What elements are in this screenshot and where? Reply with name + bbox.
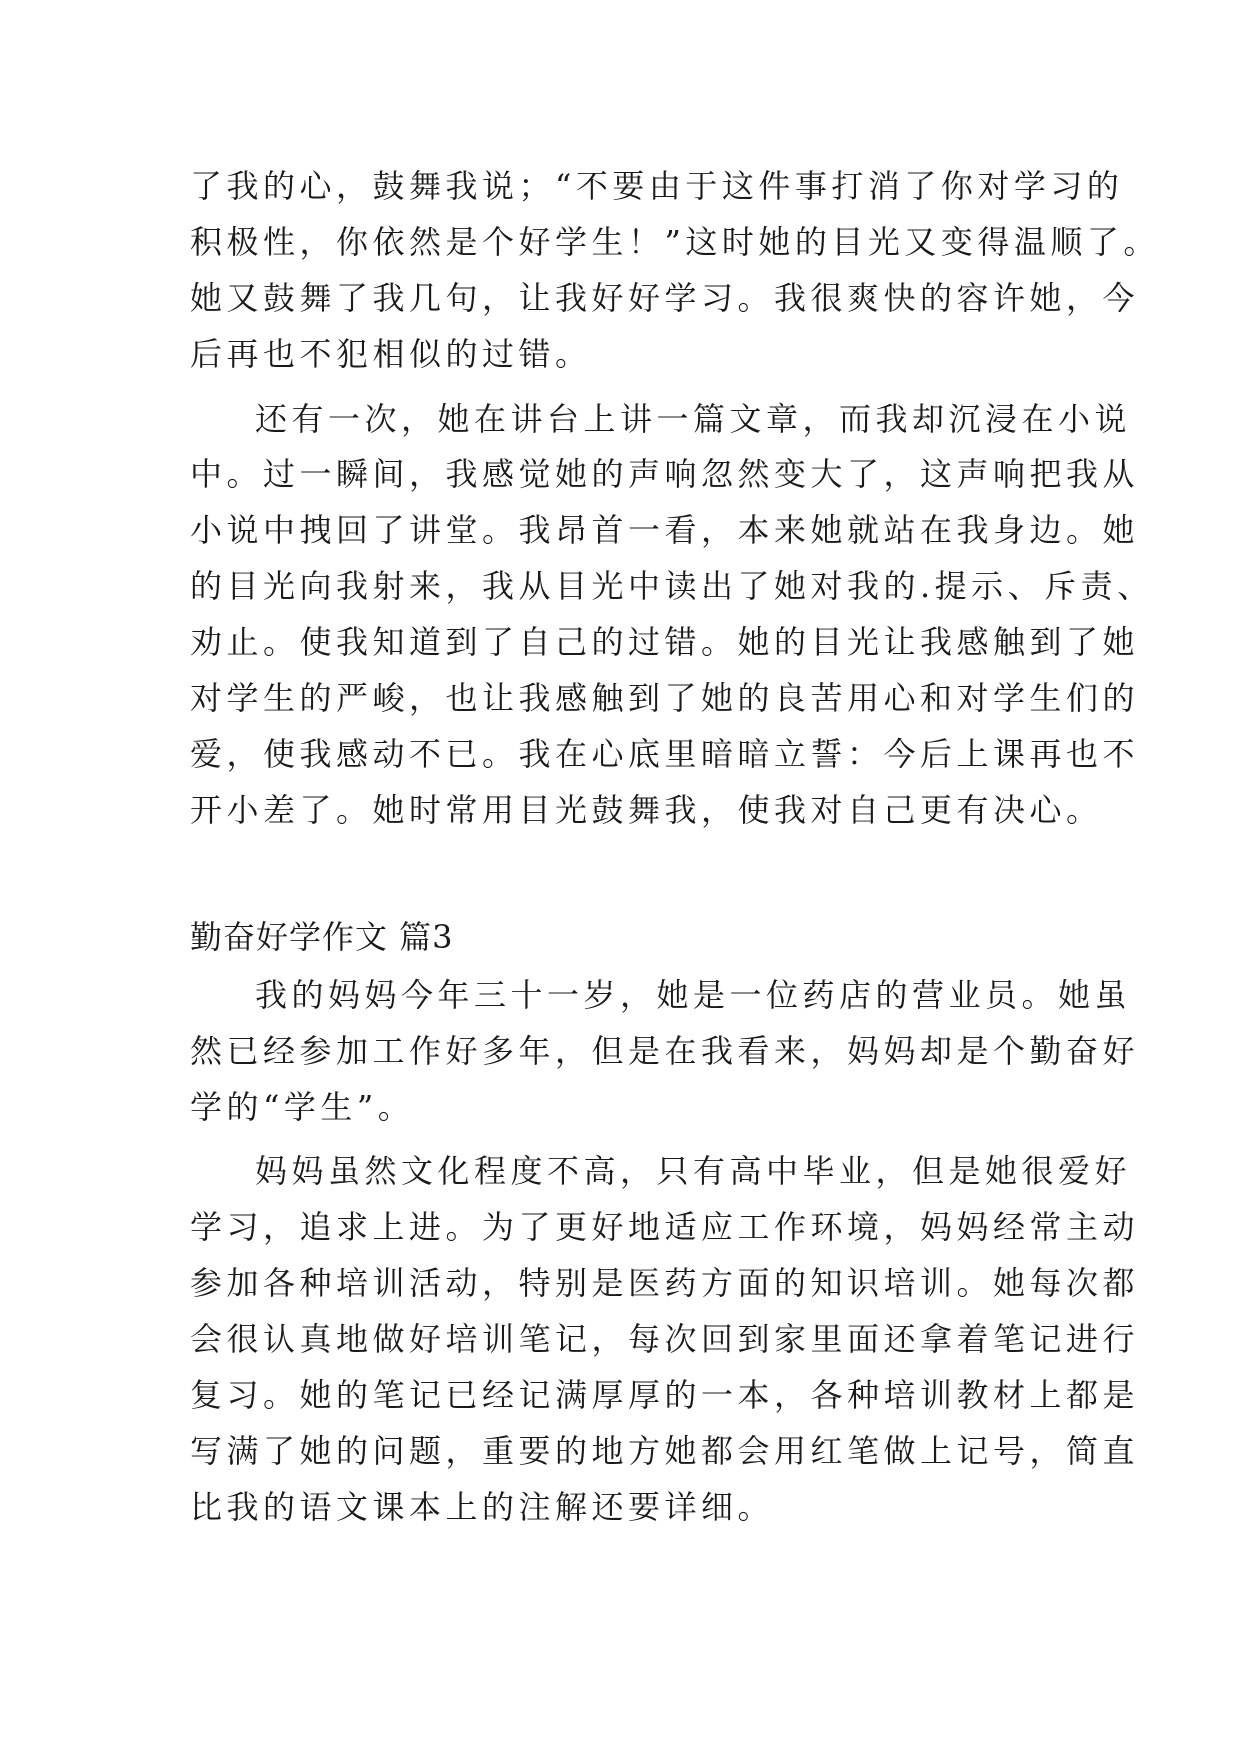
text-line: 写满了她的问题，重要的地方她都会用红笔做上记号，简直 xyxy=(190,1432,1140,1470)
text-line: 然已经参加工作好多年，但是在我看来，妈妈却是个勤奋好 xyxy=(190,1032,1140,1070)
text-line: 妈妈虽然文化程度不高，只有高中毕业，但是她很爱好 xyxy=(255,1152,1132,1190)
text-line: 我的妈妈今年三十一岁，她是一位药店的营业员。她虽 xyxy=(255,976,1132,1014)
text-line: 学习，追求上进。为了更好地适应工作环境，妈妈经常主动 xyxy=(190,1208,1140,1246)
text-line: 学的“学生”。 xyxy=(190,1088,415,1126)
text-line: 对学生的严峻，也让我感触到了她的良苦用心和对学生们的 xyxy=(190,679,1140,717)
text-line: 了我的心，鼓舞我说；“不要由于这件事打消了你对学习的 xyxy=(190,167,1124,205)
text-line: 后再也不犯相似的过错。 xyxy=(190,335,592,373)
text-line: 中。过一瞬间，我感觉她的声响忽然变大了，这声响把我从 xyxy=(190,455,1140,493)
text-line: 劝止。使我知道到了自己的过错。她的目光让我感触到了她 xyxy=(190,623,1140,661)
text-line: 小说中拽回了讲堂。我昂首一看，本来她就站在我身边。她 xyxy=(190,511,1140,549)
text-line: 她又鼓舞了我几句，让我好好学习。我很爽快的容许她，今 xyxy=(190,279,1140,317)
text-line: 比我的语文课本上的注解还要详细。 xyxy=(190,1488,775,1526)
section-heading: 勤奋好学作文 篇3 xyxy=(190,918,454,956)
text-line: 的目光向我射来，我从目光中读出了她对我的.提示、斥责、 xyxy=(190,567,1154,605)
text-line: 参加各种培训活动，特别是医药方面的知识培训。她每次都 xyxy=(190,1264,1140,1302)
text-line: 爱，使我感动不已。我在心底里暗暗立誓：今后上课再也不 xyxy=(190,735,1140,773)
text-line: 积极性，你依然是个好学生！”这时她的目光又变得温顺了。 xyxy=(190,223,1160,261)
text-line: 开小差了。她时常用目光鼓舞我，使我对自己更有决心。 xyxy=(190,791,1103,829)
text-line: 会很认真地做好培训笔记，每次回到家里面还拿着笔记进行 xyxy=(190,1320,1140,1358)
text-line: 复习。她的笔记已经记满厚厚的一本，各种培训教材上都是 xyxy=(190,1376,1140,1414)
text-line: 还有一次，她在讲台上讲一篇文章，而我却沉浸在小说 xyxy=(255,400,1132,438)
